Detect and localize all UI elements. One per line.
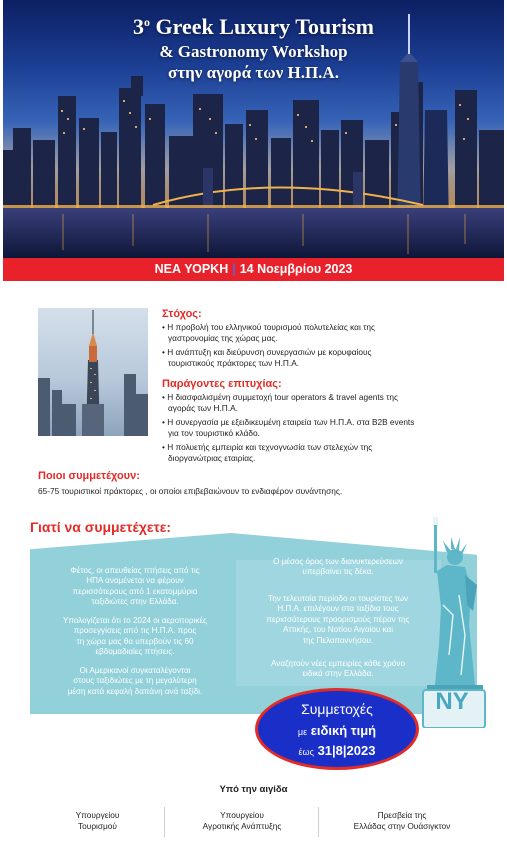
success-factors-title: Παράγοντες επιτυχίας: bbox=[162, 378, 282, 390]
why-line: της Πελοποννήσου. bbox=[302, 635, 374, 645]
offer-deadline: 31|8|2023 bbox=[317, 743, 376, 758]
special-offer-badge bbox=[255, 688, 419, 770]
sponsor-line: Υπουργείου bbox=[220, 810, 264, 820]
why-line: Ο μέσος όρος των διανυκτερεύσεων bbox=[273, 557, 403, 566]
title-ordinal: 3 bbox=[133, 14, 145, 39]
why-line: μέση κατά κεφαλή δαπάνη ανά ταξίδι. bbox=[67, 686, 203, 696]
why-line: ΗΠΑ αναμένεται να φέρουν bbox=[86, 576, 184, 586]
why-line: περισσότερους από 1 εκατομμύριο bbox=[72, 586, 198, 596]
sponsor-line: Αγροτικής Ανάπτυξης bbox=[202, 820, 282, 831]
sponsor-embassy bbox=[322, 810, 482, 831]
offer-deadline-prefix: έως bbox=[298, 747, 314, 757]
success-bullet-line: για τον τουριστικό κλάδο. bbox=[168, 428, 260, 438]
why-line: εβδομαδιαίες πτήσεις. bbox=[95, 647, 175, 657]
success-bullet-line: • Η συνεργασία με εξειδικευμένη εταιρεία των Η.Π.Α. στα B2B events bbox=[162, 417, 415, 427]
goal-bullet-line: • Η προβολή του ελληνικού τουρισμού πολυτελείας και της bbox=[162, 322, 376, 332]
why-reason-1 bbox=[36, 566, 234, 608]
ny-badge: NY bbox=[435, 688, 469, 715]
event-title bbox=[3, 14, 504, 40]
why-line: υπερβαίνει τις δέκα. bbox=[302, 567, 374, 577]
why-line: Αναζητούν νέες εμπειρίες κάθε χρόνο bbox=[271, 659, 405, 668]
why-line: τη χώρα μας θα υπερβούν τις 60 bbox=[76, 636, 194, 646]
aegis-label: Υπό την αιγίδα bbox=[219, 784, 288, 795]
why-reason-5 bbox=[238, 594, 438, 646]
sponsor-line: Ελλάδας στην Ουάσιγκτον bbox=[353, 820, 451, 831]
hero-banner bbox=[3, 0, 504, 258]
why-line: προσεγγίσεις από τις Η.Π.Α. προς bbox=[73, 626, 197, 636]
sponsor-line: Υπουργείου bbox=[75, 810, 120, 820]
empire-state-photo bbox=[38, 308, 148, 436]
why-reason-2 bbox=[36, 616, 234, 658]
offer-prefix: με bbox=[297, 727, 308, 737]
why-line: Αττικής, του Νοτίου Αιγαίου και bbox=[282, 625, 394, 635]
goal-bullet-line: • Η ανάπτυξη και διεύρυνση συνεργασιών με κορυφαίους bbox=[162, 347, 372, 357]
date-bar bbox=[3, 258, 504, 281]
sponsor-ministry-agriculture bbox=[172, 810, 312, 831]
sponsor-ministry-tourism bbox=[30, 810, 165, 831]
why-reason-4 bbox=[238, 557, 438, 578]
why-line: στους ταξιδιώτες με τη μεγαλύτερη bbox=[73, 676, 197, 686]
sponsor-divider bbox=[318, 807, 319, 837]
title-ordinal-suffix: ο bbox=[144, 15, 151, 29]
why-reason-3 bbox=[36, 666, 234, 697]
date-separator: | bbox=[232, 262, 236, 276]
why-reason-6 bbox=[238, 659, 438, 680]
goal-title: Στόχος: bbox=[162, 308, 202, 320]
success-bullet-line: διοργανώτριας εταιρίας. bbox=[168, 453, 256, 463]
why-line: Η.Π.Α. επιλέγουν στα ταξίδια τους bbox=[277, 604, 399, 614]
success-bullet-line: • Η διασφαλισμένη συμμετοχή tour operators & travel agents της bbox=[162, 392, 398, 402]
why-line: ειδικά στην Ελλάδα. bbox=[302, 669, 374, 679]
goal-bullet-line: γαστρονομίας της χώρας μας. bbox=[168, 333, 278, 343]
why-participate-title: Γιατί να συμμετέχετε: bbox=[30, 519, 172, 535]
why-line: Οι Αμερικανοί συγκαταλέγονται bbox=[79, 666, 191, 675]
event-subtitle: & Gastronomy Workshop bbox=[159, 42, 348, 61]
title-text: Greek Luxury Tourism bbox=[150, 14, 374, 39]
sponsor-line: Πρεσβεία της bbox=[377, 810, 427, 820]
sponsor-line: Τουρισμού bbox=[78, 820, 117, 831]
offer-price-label: ειδική τιμή bbox=[310, 723, 377, 738]
why-line: Φέτος, οι απευθείας πτήσεις από τις bbox=[70, 566, 200, 575]
why-line: ταξιδιώτες στην Ελλάδα. bbox=[91, 597, 179, 607]
why-line: Υπολογίζεται ότι το 2024 οι αεροπορικές bbox=[63, 616, 207, 625]
success-bullet-line: αγοράς των Η.Π.Α. bbox=[168, 403, 238, 413]
why-line: περισσότερους προορισμούς πέραν της bbox=[266, 614, 410, 624]
event-date: 14 Νοεμβρίου 2023 bbox=[239, 262, 353, 276]
offer-line-3 bbox=[258, 743, 416, 758]
offer-line-2 bbox=[258, 723, 416, 738]
offer-title: Συμμετοχές bbox=[301, 701, 373, 717]
participants-text: 65-75 τουριστικοί πράκτορες , οι οποίοι επιβεβαιώνουν το ενδιαφέρον συνάντησης. bbox=[38, 486, 343, 496]
event-city: ΝΕΑ ΥΟΡΚΗ bbox=[154, 262, 229, 276]
event-market: στην αγορά των Η.Π.Α. bbox=[168, 63, 339, 82]
participants-title: Ποιοι συμμετέχουν: bbox=[38, 470, 140, 482]
success-bullet-line: • Η πολυετής εμπειρία και τεχνογνωσία των στελεχών της bbox=[162, 442, 373, 452]
goal-bullet-line: τουριστικούς πράκτορες των Η.Π.Α. bbox=[168, 358, 300, 368]
sponsor-divider bbox=[164, 807, 165, 837]
why-line: Την τελευταία περίοδο οι τουρίστες των bbox=[267, 594, 409, 603]
